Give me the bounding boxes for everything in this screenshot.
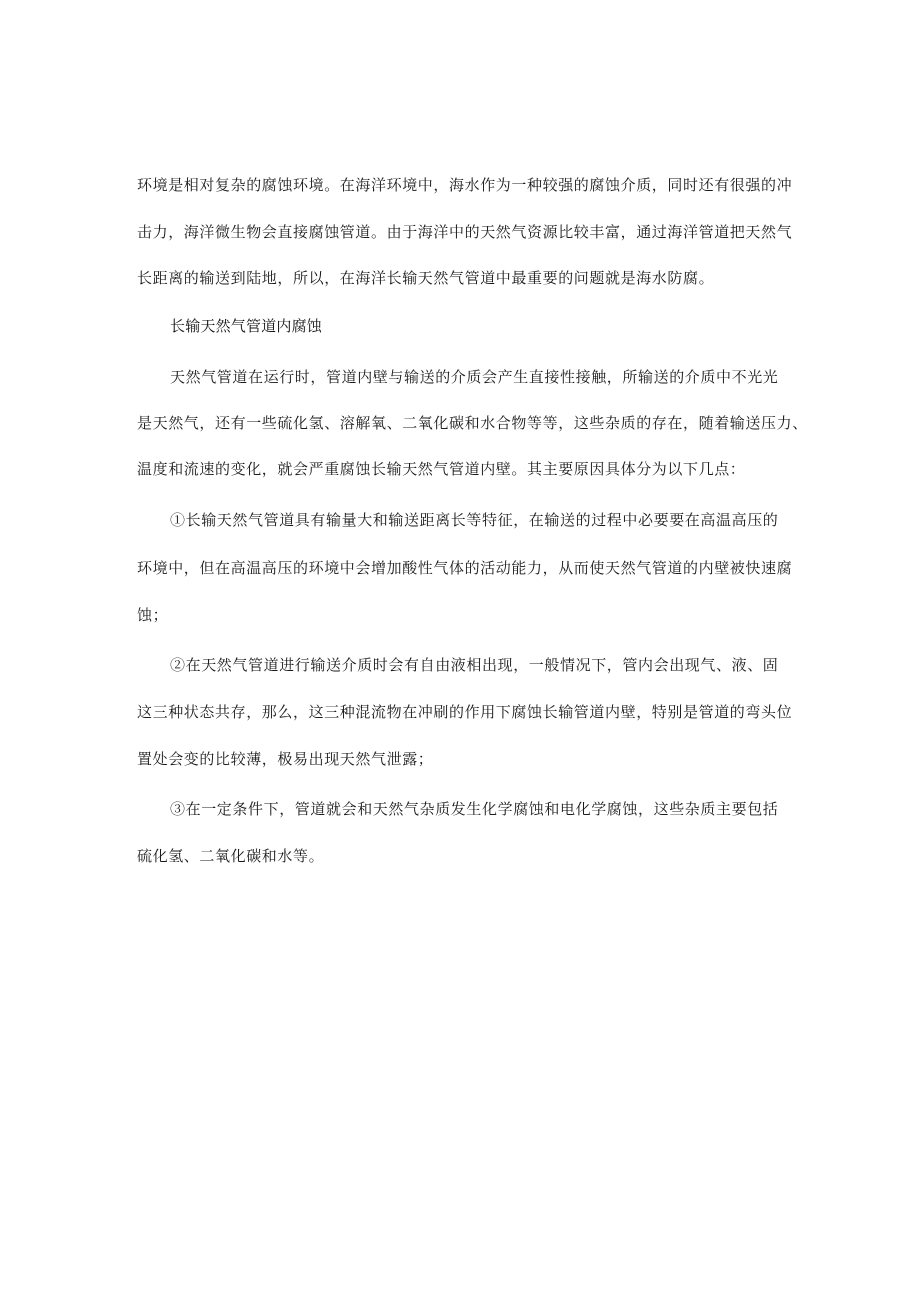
intro-line-3: 长距离的输送到陆地，所以，在海洋长输天然气管道中最重要的问题就是海水防腐。: [137, 269, 715, 287]
point-2-line-2: 这三种状态共存，那么，这三种混流物在冲刷的作用下腐蚀长输管道内壁，特别是管道的弯头位: [137, 703, 793, 721]
point-1-line-1: ①长输天然气管道具有输量大和输送距离长等特征，在输送的过程中必要要在高温高压的: [170, 511, 779, 529]
main-line-3: 温度和流速的变化，就会严重腐蚀长输天然气管道内壁。其主要原因具体分为以下几点：: [137, 460, 746, 478]
point-2-line-3: 置处会变的比较薄，极易出现天然气泄露；: [137, 750, 434, 768]
point-3-line-2: 硫化氢、二氧化碳和水等。: [137, 847, 325, 865]
intro-line-1: 环境是相对复杂的腐蚀环境。在海洋环境中，海水作为一种较强的腐蚀介质，同时还有很强的冲: [137, 176, 793, 194]
point-1-line-3: 蚀；: [137, 606, 169, 624]
point-2-line-1: ②在天然气管道进行输送介质时会有自由液相出现，一般情况下，管内会出现气、液、固: [170, 656, 779, 674]
main-line-1: 天然气管道在运行时，管道内壁与输送的介质会产生直接性接触，所输送的介质中不光光: [170, 368, 779, 386]
main-line-2: 是天然气，还有一些硫化氢、溶解氧、二氧化碳和水合物等等，这些杂质的存在，随着输送压力、: [137, 414, 808, 432]
point-1-line-2: 环境中，但在高温高压的环境中会增加酸性气体的活动能力，从而使天然气管道的内壁被快速腐: [137, 559, 793, 577]
section-heading: 长输天然气管道内腐蚀: [170, 317, 323, 335]
intro-line-2: 击力，海洋微生物会直接腐蚀管道。由于海洋中的天然气资源比较丰富，通过海洋管道把天然气: [137, 223, 793, 241]
point-3-line-1: ③在一定条件下，管道就会和天然气杂质发生化学腐蚀和电化学腐蚀，这些杂质主要包括: [170, 800, 779, 818]
